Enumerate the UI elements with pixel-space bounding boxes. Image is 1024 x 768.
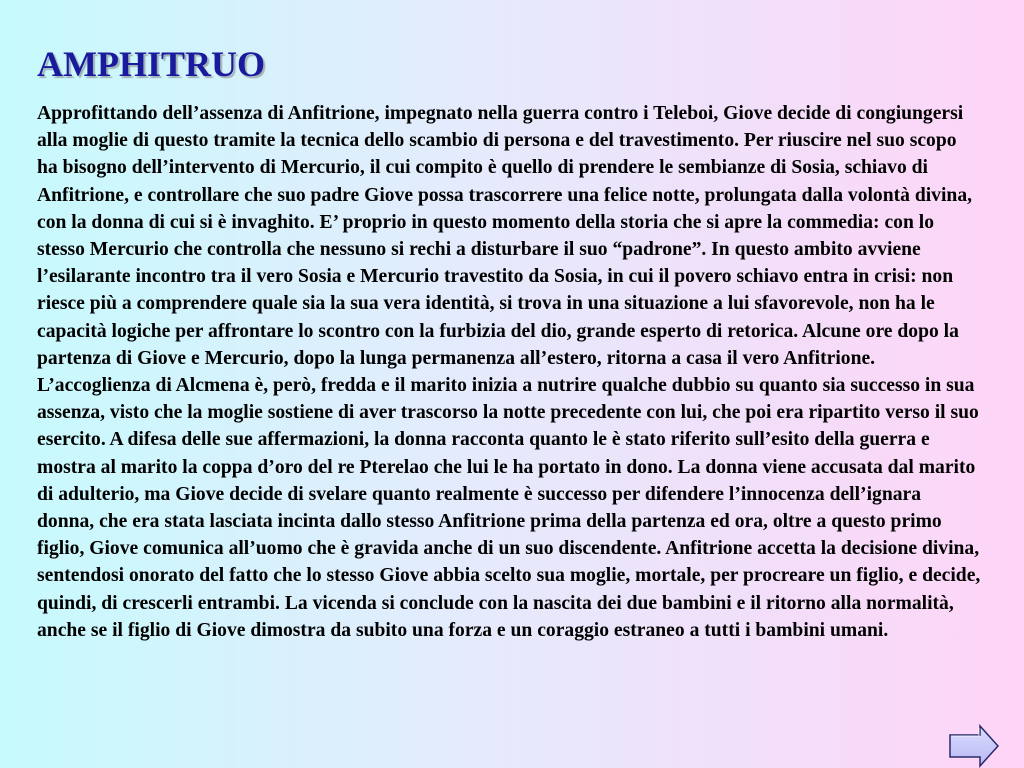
slide-title: AMPHITRUO [37,44,265,84]
arrow-right-icon [946,724,1002,768]
slide-body-text: Approfittando dell’assenza di Anfitrione, impegnato nella guerra contro i Teleboi, Giove decide di congiungersi alla moglie di questo tramite la tecnica dello scambio di persona e del travestimento. Per riuscire nel suo scopo ha bisogno dell’intervento di Mercurio, il cui compito è quello di prendere le sembianze di Sosia, schiavo di Anfitrione, e controllare che suo padre Giove possa trascorrere una felice notte, prolungata dalla volontà divina, con la donna di cui si è invaghito. E’ proprio in questo momento della storia che si apre la commedia: con lo stesso Mercurio che controlla che nessuno si rechi a disturbare il suo “padrone”. In questo ambito avviene l’esilarante incontro tra il vero Sosia e Mercurio travestito da Sosia, in cui il povero schiavo entra in crisi: non riesce più a comprendere quale sia la sua vera identità, si trova in una situazione a lui sfavorevole, non ha le capacità logiche per affrontare lo scontro con la furbizia del dio, grande esperto di retorica. Alcune ore dopo la partenza di Giove e Mercurio, dopo la lunga permanenza all’estero, ritorna a casa il vero Anfitrione. L’accoglienza di Alcmena è, però, fredda e il marito inizia a nutrire qualche dubbio su quanto sia successo in sua assenza, visto che la moglie sostiene di aver trascorso la notte precedente con lui, che poi era ripartito verso il suo esercito. A difesa delle sue affermazioni, la donna racconta quanto le è stato riferito sull’esito della guerra e mostra al marito la coppa d’oro del re Pterelao che lui le ha portato in dono. La donna viene accusata dal marito di adulterio, ma Giove decide di svelare quanto realmente è successo per difendere l’innocenza dell’ignara donna, che era stata lasciata incinta dallo stesso Anfitrione prima della partenza ed ora, oltre a questo primo figlio, Giove comunica all’uomo che è gravida anche di un suo discendente. Anfitrione accetta la decisione divina, sentendosi onorato del fatto che lo stesso Giove abbia scelto sua moglie, mortale, per procreare un figlio, e decide, quindi, di crescerli entrambi. La vicenda si conclude con la nascita dei due bambini e il ritorno alla normalità, anche se il figlio di Giove dimostra da subito una forza e un coraggio estraneo a tutti i bambini umani. [37,103,981,641]
next-slide-button[interactable] [946,724,1002,768]
